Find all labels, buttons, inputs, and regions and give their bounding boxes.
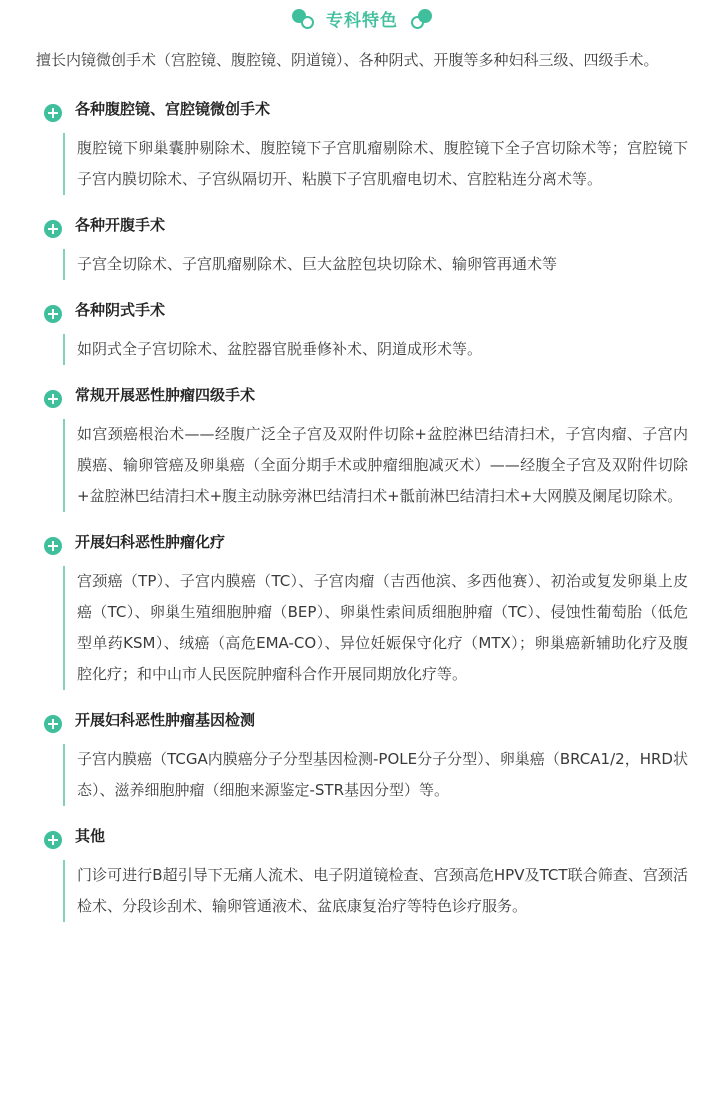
specialty-description: 子宫全切除术、子宫肌瘤剔除术、巨大盆腔包块切除术、输卵管再通术等: [63, 249, 688, 280]
plus-circle-icon: [44, 104, 62, 122]
specialty-item: [0, 377, 724, 512]
specialty-heading: [0, 377, 724, 411]
intro-text: 擅长内镜微创手术（宫腔镜、腹腔镜、阴道镜）、各种阴式、开腹等多种妇科三级、四级手术。: [36, 51, 659, 69]
specialty-heading: [0, 207, 724, 241]
plus-circle-icon: [44, 715, 62, 733]
specialty-item: [0, 818, 724, 922]
specialty-title: 各种开腹手术: [75, 215, 166, 234]
specialty-heading: [0, 292, 724, 326]
specialty-item: [0, 292, 724, 365]
plus-circle-icon: [44, 220, 62, 238]
plus-circle-icon: [44, 537, 62, 555]
header-title: 专科特色: [326, 10, 398, 31]
specialty-item: [0, 207, 724, 280]
specialty-description: 腹腔镜下卵巢囊肿剔除术、腹腔镜下子宫肌瘤剔除术、腹腔镜下全子宫切除术等；宫腔镜下子宫内膜切除术、子宫纵隔切开、粘膜下子宫肌瘤电切术、宫腔粘连分离术等。: [63, 133, 688, 195]
decorative-dots-icon: [290, 7, 314, 29]
specialty-description: 如阴式全子宫切除术、盆腔器官脱垂修补术、阴道成形术等。: [63, 334, 688, 365]
specialty-item: [0, 91, 724, 195]
decorative-dots-icon: [410, 7, 434, 29]
specialty-title: 常规开展恶性肿瘤四级手术: [75, 385, 256, 404]
specialty-description: 如宫颈癌根治术——经腹广泛全子宫及双附件切除+盆腔淋巴结清扫术，子宫肉瘤、子宫内膜癌、输卵管癌及卵巢癌（全面分期手术或肿瘤细胞减灭术）——经腹全子宫及双附件切除+盆腔淋巴结清扫术+腹主动脉旁淋巴结清扫术+骶前淋巴结清扫术+大网膜及阑尾切除术。: [63, 419, 688, 512]
specialty-heading: [0, 524, 724, 558]
section-header: [0, 0, 724, 36]
specialty-description: 子宫内膜癌（TCGA内膜癌分子分型基因检测-POLE分子分型）、卵巢癌（BRCA1/2，HRD状态）、滋养细胞肿瘤（细胞来源鉴定-STR基因分型）等。: [63, 744, 688, 806]
specialty-heading: [0, 91, 724, 125]
specialty-heading: [0, 818, 724, 852]
specialty-item: [0, 702, 724, 806]
specialty-title: 各种腹腔镜、宫腔镜微创手术: [75, 99, 271, 118]
specialty-title: 开展妇科恶性肿瘤基因检测: [75, 710, 256, 729]
specialty-item: [0, 524, 724, 690]
specialty-list: [0, 91, 724, 922]
specialty-title: 开展妇科恶性肿瘤化疗: [75, 532, 226, 551]
plus-circle-icon: [44, 390, 62, 408]
specialty-heading: [0, 702, 724, 736]
specialty-title: 其他: [75, 826, 106, 845]
plus-circle-icon: [44, 305, 62, 323]
specialty-description: 门诊可进行B超引导下无痛人流术、电子阴道镜检查、宫颈高危HPV及TCT联合筛查、宫颈活检术、分段诊刮术、输卵管通液术、盆底康复治疗等特色诊疗服务。: [63, 860, 688, 922]
specialty-description: 宫颈癌（TP）、子宫内膜癌（TC）、子宫肉瘤（吉西他滨、多西他赛）、初治或复发卵巢上皮癌（TC）、卵巢生殖细胞肿瘤（BEP）、卵巢性索间质细胞肿瘤（TC）、侵蚀性葡萄胎（低危型单药KSM）、绒癌（高危EMA-CO）、异位妊娠保守化疗（MTX）；卵巢癌新辅助化疗及腹腔化疗；和中山市人民医院肿瘤科合作开展同期放化疗等。: [63, 566, 688, 690]
specialty-title: 各种阴式手术: [75, 300, 166, 319]
plus-circle-icon: [44, 831, 62, 849]
